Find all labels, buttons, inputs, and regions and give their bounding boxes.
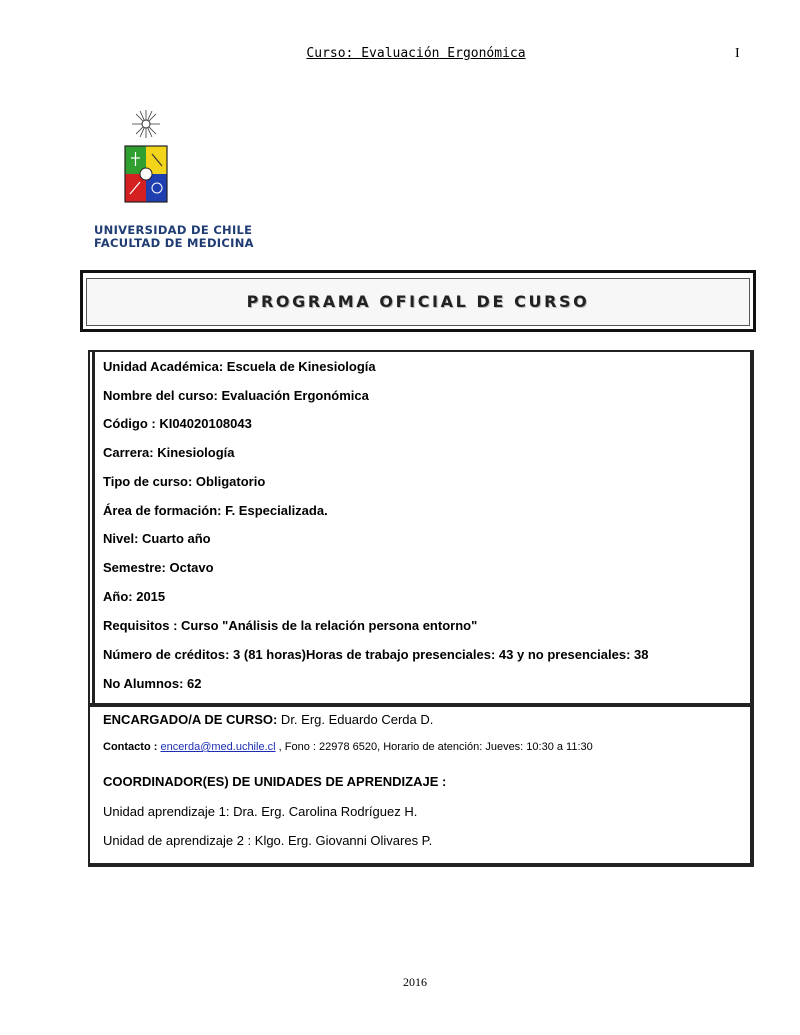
info-codigo: Código : KI04020108043	[103, 416, 252, 431]
contact-email-link[interactable]: encerda@med.uchile.cl	[160, 741, 276, 753]
encargado-line	[103, 712, 433, 727]
page-header-title: Curso: Evaluación Ergonómica	[306, 46, 526, 61]
info-creditos: Número de créditos: 3 (81 horas)Horas de trabajo presenciales: 43 y no presenciales: 38	[103, 647, 649, 662]
info-semestre: Semestre: Octavo	[103, 560, 214, 575]
institution-name	[94, 224, 254, 250]
encargado-name: Dr. Erg. Eduardo Cerda D.	[277, 712, 434, 727]
university-crest-logo	[118, 108, 174, 208]
coordinador-unidad-1: Unidad aprendizaje 1: Dra. Erg. Carolina Rodríguez H.	[103, 804, 418, 819]
footer-year: 2016	[403, 975, 427, 989]
info-nombre: Nombre del curso: Evaluación Ergonómica	[103, 388, 369, 403]
contacto-label: Contacto :	[103, 741, 161, 753]
info-area: Área de formación: F. Especializada.	[103, 503, 328, 518]
info-unidad: Unidad Académica: Escuela de Kinesiología	[103, 359, 376, 374]
document-title: PROGRAMA OFICIAL DE CURSO	[246, 292, 590, 311]
page-number: I	[735, 46, 740, 61]
contacto-line	[103, 741, 593, 753]
info-requisitos: Requisitos : Curso "Análisis de la relación persona entorno"	[103, 618, 478, 633]
info-carrera: Carrera: Kinesiología	[103, 445, 235, 460]
info-nivel: Nivel: Cuarto año	[103, 531, 211, 546]
info-tipo: Tipo de curso: Obligatorio	[103, 474, 266, 489]
info-alumnos: No Alumnos: 62	[103, 676, 202, 691]
coordinadores-heading: COORDINADOR(ES) DE UNIDADES DE APRENDIZAJE :	[103, 774, 447, 789]
encargado-label: ENCARGADO/A DE CURSO:	[103, 712, 278, 727]
contacto-details: , Fono : 22978 6520, Horario de atención: Jueves: 10:30 a 11:30	[275, 741, 593, 753]
faculty-name: FACULTAD DE MEDICINA	[94, 236, 254, 250]
coordinador-unidad-2: Unidad de aprendizaje 2 : Klgo. Erg. Giovanni Olivares P.	[103, 833, 433, 848]
university-name: UNIVERSIDAD DE CHILE	[94, 223, 253, 237]
info-anio: Año: 2015	[103, 589, 166, 604]
